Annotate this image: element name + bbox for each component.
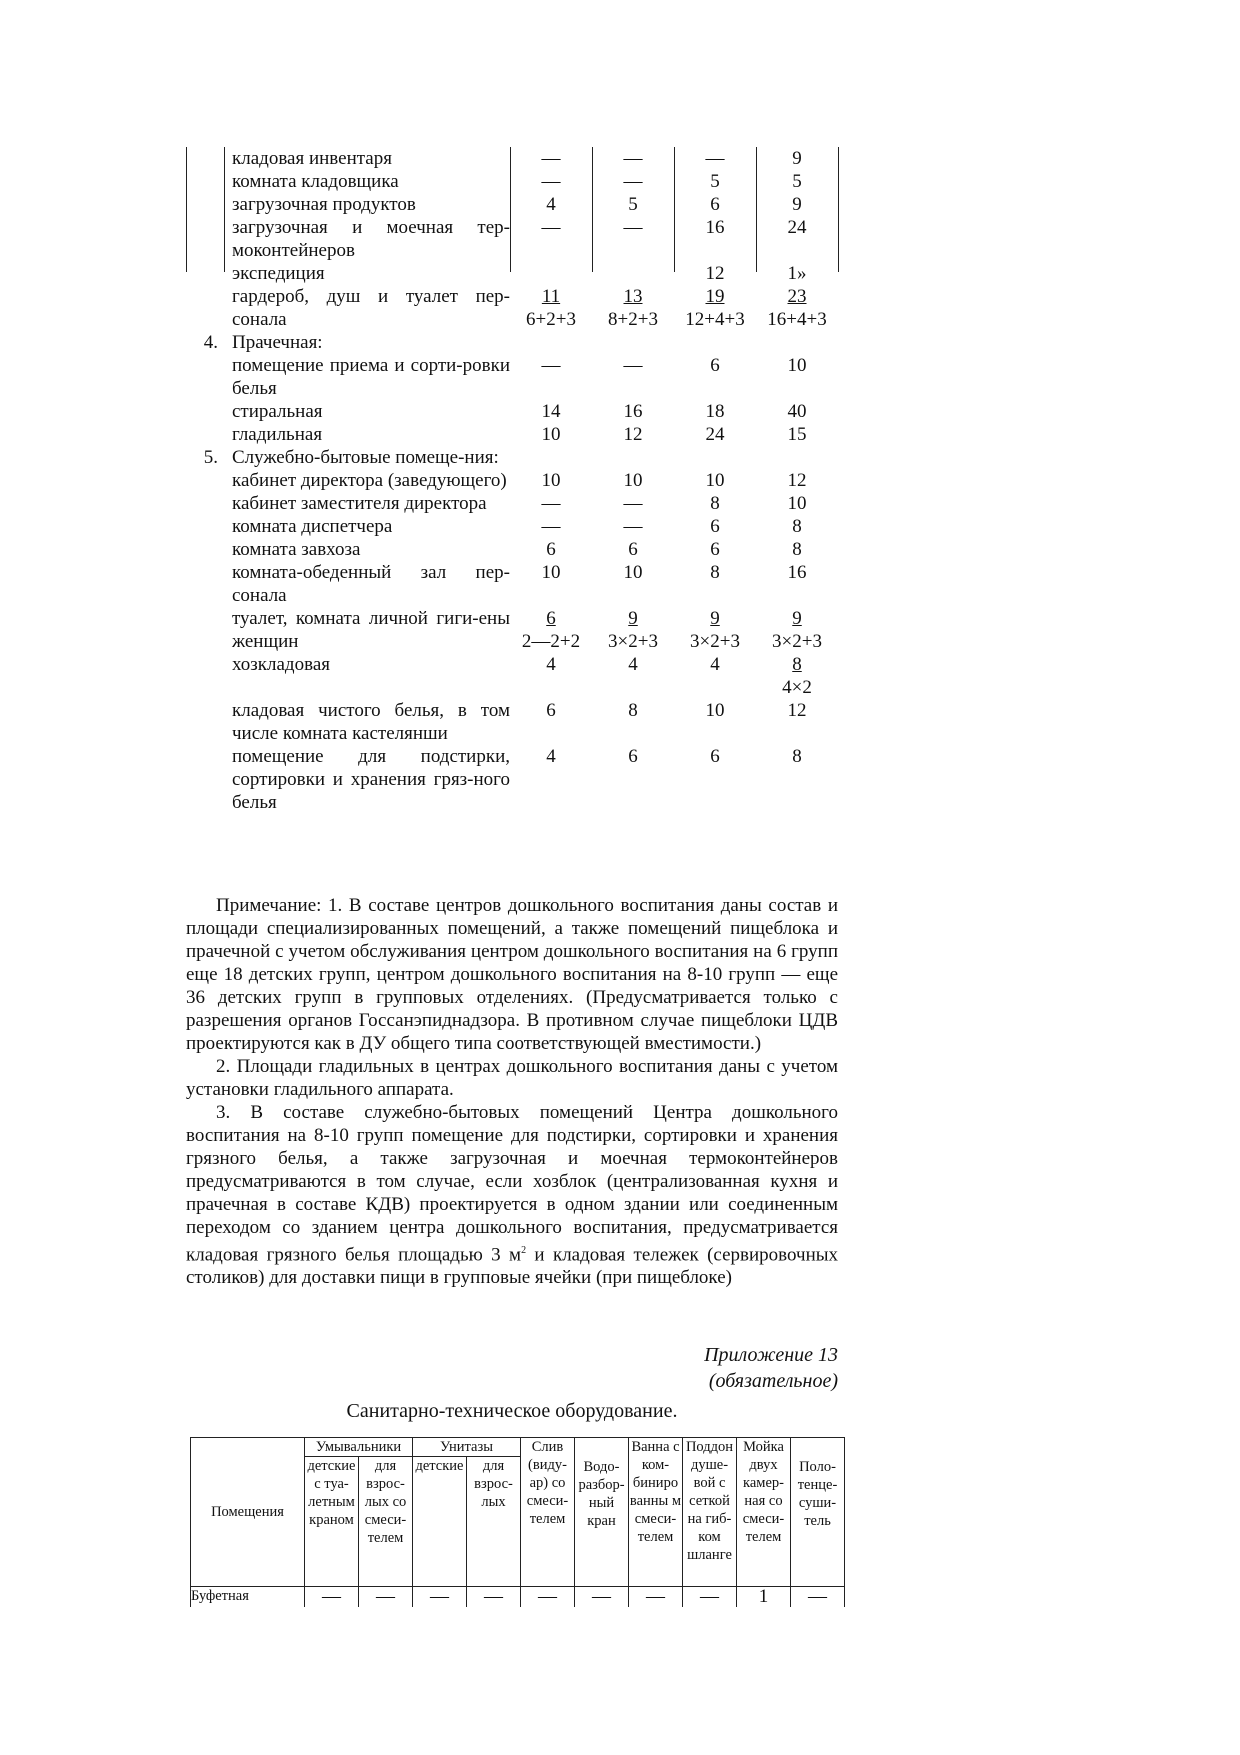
row-value: 10 <box>541 562 561 583</box>
row-value: 6 <box>628 539 638 560</box>
row-value: — <box>623 171 643 192</box>
note-3 <box>186 1101 838 1289</box>
cell: — <box>359 1587 413 1608</box>
row-number <box>186 400 226 423</box>
header-sink: Мойка двух камер-ная со смеси-телем <box>737 1438 791 1587</box>
row-value: 4 <box>546 194 556 215</box>
row-name: хозкладовая <box>232 654 330 675</box>
row-value: 6 <box>628 746 638 767</box>
fraction-top: 19 <box>705 286 725 307</box>
cell: — <box>305 1587 359 1608</box>
row-value: 12 <box>787 470 807 491</box>
cell: — <box>791 1587 845 1608</box>
fraction-top: 11 <box>541 286 561 307</box>
row-value: 9 <box>792 194 802 215</box>
row-value <box>674 607 756 653</box>
fraction-value <box>685 285 744 331</box>
cell: — <box>521 1587 575 1608</box>
row-value <box>510 262 592 285</box>
row-number <box>186 745 226 814</box>
table-row <box>186 331 846 354</box>
table-border-col1 <box>592 147 593 272</box>
row-name: гладильная <box>232 424 323 445</box>
fraction-value <box>628 653 638 676</box>
row-value: 10 <box>541 470 561 491</box>
fraction-bottom: 3×2+3 <box>690 631 740 652</box>
cell: — <box>683 1587 737 1608</box>
row-value: 18 <box>705 401 725 422</box>
row-name: помещение для подстирки, сортировки и хранения гряз-ного белья <box>232 746 510 813</box>
table-border-col2 <box>674 147 675 272</box>
row-value <box>510 446 592 469</box>
row-value: 5 <box>792 171 802 192</box>
row-value: 16 <box>705 217 725 238</box>
row-number <box>186 193 226 216</box>
row-value: 16 <box>623 401 643 422</box>
sub-toilet-adult: для взрос-лых <box>467 1457 521 1587</box>
equipment-table-title: Санитарно-техническое оборудование. <box>346 1400 678 1422</box>
row-value <box>756 331 838 354</box>
row-number: 5. <box>203 447 218 468</box>
note-1: Примечание: 1. В составе центров дошкольного воспитания даны состав и площади специализированных помещений, а также помещений пищеблока и прачечной с учетом обслуживания центром дошкольного воспитания на 6 групп еще 18 детских групп, центром дошкольного воспитания на 8-10 групп — еще 36 детских групп в групповых отделениях. (Предусматривается только с разрешения органов Госсанэпиднадзора. В противном случае пищеблоки ЦДВ проектируются как в ДУ общего типа соответствующей вместимости.) <box>186 895 838 1054</box>
row-number: 4. <box>203 332 218 353</box>
row-number <box>186 216 226 262</box>
fraction-value <box>772 607 822 653</box>
row-value: 10 <box>705 700 725 721</box>
row-name: комната кладовщика <box>232 171 399 192</box>
row-value: 8 <box>710 493 720 514</box>
row-name: туалет, комната личной гиги-ены женщин <box>232 608 510 652</box>
table-row <box>186 699 846 745</box>
row-number <box>186 653 226 699</box>
row-value <box>756 446 838 469</box>
note-3-text: 3. В составе служебно-бытовых помещений Центра дошкольного воспитания на 8-10 групп помещение для подстирки, сортировки и хранения грязного белья, а также загрузочная и моечная термоконтейнеров предусматриваются в том случае, если хозблок (централизованная кухня и прачечная в составе КДВ) проектируется в одном здании или соединенным переходом со зданием центра дошкольного воспитания, предусматривается кладовая грязного белья площадью 3 м <box>186 1102 838 1266</box>
table-body <box>186 147 846 814</box>
row-value: — <box>705 148 725 169</box>
notes-block <box>186 894 838 1289</box>
row-value: — <box>623 217 643 238</box>
header-toilets: Унитазы <box>413 1438 521 1457</box>
fraction-top: 8 <box>792 654 802 675</box>
row-value: 5 <box>710 171 720 192</box>
fraction-bottom: 3×2+3 <box>772 631 822 652</box>
row-name: Прачечная: <box>232 332 323 353</box>
row-value: 15 <box>787 424 807 445</box>
row-value: 14 <box>541 401 561 422</box>
row-value <box>510 607 592 653</box>
row-name: стиральная <box>232 401 323 422</box>
row-value: 24 <box>705 424 725 445</box>
table-row <box>186 170 846 193</box>
row-value: — <box>541 171 561 192</box>
row-value: 10 <box>705 470 725 491</box>
row-value: 10 <box>623 470 643 491</box>
row-value: 6 <box>710 746 720 767</box>
row-value: 8 <box>628 700 638 721</box>
row-value: — <box>541 355 561 376</box>
table-row <box>186 193 846 216</box>
fraction-top: 4 <box>710 654 720 675</box>
header-drain: Слив (виду-ар) со смеси-телем <box>521 1438 575 1587</box>
row-value: 10 <box>623 562 643 583</box>
row-name: загрузочная продуктов <box>232 194 416 215</box>
table-row <box>186 515 846 538</box>
row-name: кабинет директора (заведующего) <box>232 470 507 491</box>
row-number <box>186 262 226 285</box>
cell: — <box>629 1587 683 1608</box>
row-value: 10 <box>787 355 807 376</box>
row-name: загрузочная и моечная тер-моконтейнеров <box>232 217 510 261</box>
fraction-top: 4 <box>628 654 638 675</box>
table-row <box>186 607 846 653</box>
header-washbasins: Умывальники <box>305 1438 413 1457</box>
fraction-bottom: 12+4+3 <box>685 309 745 330</box>
fraction-bottom: 6+2+3 <box>526 309 576 330</box>
cell: — <box>467 1587 521 1608</box>
row-value: 12 <box>705 263 725 284</box>
fraction-value <box>710 653 720 676</box>
row-value: — <box>623 148 643 169</box>
row-value <box>756 607 838 653</box>
fraction-value <box>522 607 580 653</box>
row-value <box>592 653 674 699</box>
header-towel: Поло-тенце-суши-тель <box>791 1438 845 1587</box>
table-row <box>186 745 846 814</box>
table-row <box>191 1587 845 1608</box>
row-number <box>186 354 226 400</box>
row-value: 1» <box>787 263 807 284</box>
row-name: кабинет заместителя директора <box>232 493 487 514</box>
row-number <box>186 423 226 446</box>
row-name: кладовая чистого белья, в том числе комната кастелянши <box>232 700 510 744</box>
row-value: 16 <box>787 562 807 583</box>
appendix-line-2: (обязательное) <box>708 1370 838 1392</box>
row-value: 8 <box>710 562 720 583</box>
row-value: 9 <box>792 148 802 169</box>
table-row <box>186 538 846 561</box>
row-value: 24 <box>787 217 807 238</box>
sub-wash-adult: для взрос-лых со смеси-телем <box>359 1457 413 1587</box>
note-3-tail: и кладовая тележек (сервировочных столиков) для доставки пищи в групповые ячейки (при пищеблоке) <box>186 1244 838 1289</box>
row-value: 6 <box>710 355 720 376</box>
row-value <box>756 285 838 331</box>
header-bath: Ванна с ком-биниро ванны м смеси-телем <box>629 1438 683 1587</box>
table-row <box>186 653 846 699</box>
row-number <box>186 538 226 561</box>
table-row <box>186 423 846 446</box>
row-value <box>674 653 756 699</box>
row-number <box>186 170 226 193</box>
appendix-heading <box>704 1342 838 1394</box>
row-value: — <box>541 217 561 238</box>
row-value: 40 <box>787 401 807 422</box>
row-value: — <box>541 516 561 537</box>
fraction-bottom: 4×2 <box>782 677 812 698</box>
row-value <box>674 331 756 354</box>
fraction-top: 4 <box>546 654 556 675</box>
fraction-value <box>526 285 576 331</box>
sub-toilet-child: детские <box>413 1457 467 1587</box>
row-value: 5 <box>628 194 638 215</box>
fraction-top: 9 <box>628 608 638 629</box>
table-row <box>186 285 846 331</box>
row-value: 12 <box>623 424 643 445</box>
row-value: — <box>541 493 561 514</box>
appendix-line-1: Приложение 13 <box>704 1344 838 1366</box>
fraction-value <box>690 607 740 653</box>
header-tap: Водо-разбор-ный кран <box>575 1438 629 1587</box>
row-value: — <box>623 493 643 514</box>
row-name: комната завхоза <box>232 539 361 560</box>
row-value: — <box>623 516 643 537</box>
cell: — <box>575 1587 629 1608</box>
row-number <box>186 607 226 653</box>
row-value: — <box>541 148 561 169</box>
row-value: 10 <box>541 424 561 445</box>
area-table <box>186 147 846 814</box>
row-value <box>592 446 674 469</box>
row-value <box>674 446 756 469</box>
cell: — <box>413 1587 467 1608</box>
row-value <box>592 607 674 653</box>
table-border-col3 <box>756 147 757 272</box>
row-number <box>186 285 226 331</box>
row-number <box>186 699 226 745</box>
row-value <box>592 262 674 285</box>
sub-wash-child: детские с туа-летным краном <box>305 1457 359 1587</box>
row-value <box>592 331 674 354</box>
fraction-bottom: 16+4+3 <box>767 309 827 330</box>
table-border-col4 <box>838 147 839 272</box>
fraction-top: 23 <box>787 286 807 307</box>
table-row <box>186 446 846 469</box>
row-value <box>674 285 756 331</box>
fraction-top: 9 <box>710 608 720 629</box>
table-row <box>186 400 846 423</box>
equipment-table <box>190 1437 845 1607</box>
table-border-left <box>186 147 187 272</box>
row-name: комната диспетчера <box>232 516 393 537</box>
row-value: 6 <box>710 539 720 560</box>
table-row <box>186 492 846 515</box>
table-border-name <box>510 147 511 272</box>
row-value: 6 <box>546 539 556 560</box>
fraction-value <box>767 285 826 331</box>
row-value: 6 <box>710 516 720 537</box>
row-value: 6 <box>546 700 556 721</box>
row-name: Служебно-бытовые помеще-ния: <box>232 447 499 468</box>
row-value: 8 <box>792 539 802 560</box>
row-value <box>510 653 592 699</box>
fraction-top: 13 <box>623 286 643 307</box>
fraction-value <box>546 653 556 676</box>
fraction-top: 6 <box>546 608 556 629</box>
row-number <box>186 515 226 538</box>
row-value: 8 <box>792 746 802 767</box>
row-number <box>186 492 226 515</box>
row-value: 8 <box>792 516 802 537</box>
table-row <box>186 216 846 262</box>
row-value <box>592 285 674 331</box>
fraction-top: 9 <box>792 608 802 629</box>
header-tray: Поддон душе-вой с сеткой на гиб-ком шланге <box>683 1438 737 1587</box>
row-number <box>186 561 226 607</box>
table-border-num <box>224 147 225 272</box>
row-name: комната-обеденный зал пер-сонала <box>232 562 510 606</box>
row-name: экспедиция <box>232 263 325 284</box>
table-row <box>186 147 846 170</box>
fraction-value <box>608 607 658 653</box>
note-2: 2. Площади гладильных в центрах дошкольного воспитания даны с учетом установки гладильного аппарата. <box>186 1056 838 1100</box>
table-row <box>186 354 846 400</box>
row-name: помещение приема и сорти-ровки белья <box>232 355 510 399</box>
row-name: кладовая инвентаря <box>232 148 392 169</box>
fraction-value <box>608 285 658 331</box>
row-number <box>186 469 226 492</box>
row-number <box>186 147 226 170</box>
row-value: 12 <box>787 700 807 721</box>
row-value <box>756 653 838 699</box>
header-rooms: Помещения <box>191 1438 305 1587</box>
table-header-row <box>191 1438 845 1457</box>
row-name: Буфетная <box>191 1587 305 1608</box>
row-value <box>510 331 592 354</box>
row-value: 6 <box>710 194 720 215</box>
row-value <box>510 285 592 331</box>
fraction-bottom: 2—2+2 <box>521 631 581 652</box>
fraction-bottom: 3×2+3 <box>608 631 658 652</box>
note-3-sup: 2 <box>521 1245 527 1256</box>
table-row <box>186 262 846 285</box>
cell: 1 <box>737 1587 791 1608</box>
row-value: 4 <box>546 746 556 767</box>
row-value: 10 <box>787 493 807 514</box>
fraction-value <box>782 653 812 699</box>
fraction-bottom: 8+2+3 <box>608 309 658 330</box>
table-row <box>186 561 846 607</box>
table-row <box>186 469 846 492</box>
row-value: — <box>623 355 643 376</box>
row-name: гардероб, душ и туалет пер-сонала <box>232 286 510 330</box>
